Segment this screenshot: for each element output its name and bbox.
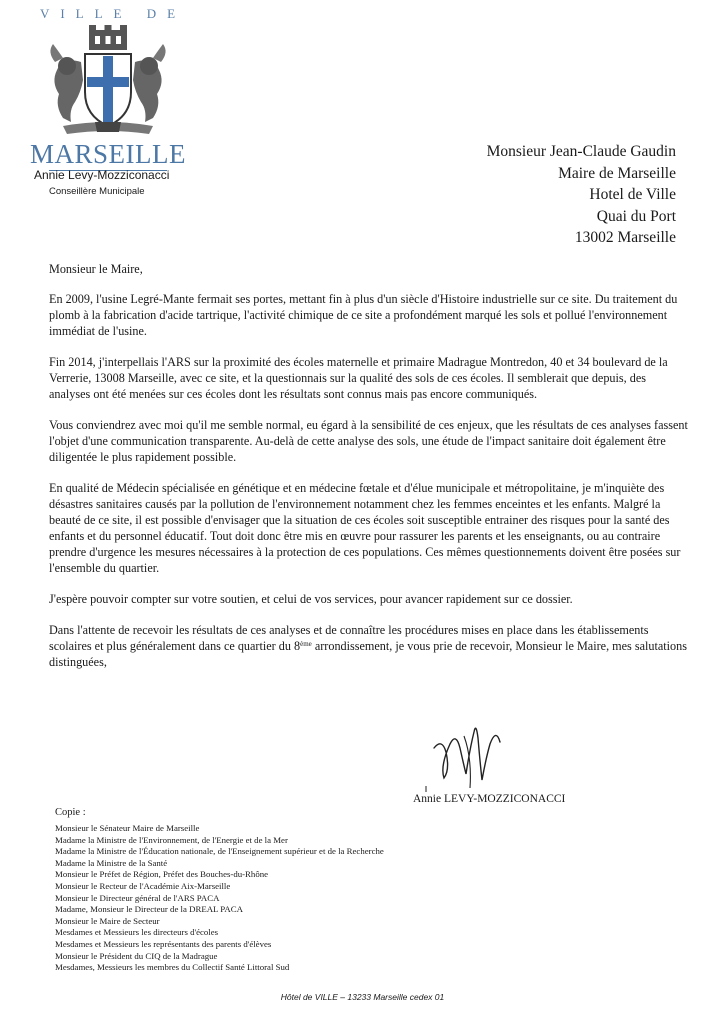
closing-text-start: Dans l'attente de recevoir les résultats de ces analyses et de connaître les procédures mises en place dans les établissements scolaires et plus généralement dans ce quartier du 8: [49, 623, 649, 653]
recipient-line: Monsieur Jean-Claude Gaudin: [486, 143, 676, 160]
coat-of-arms-icon: [33, 22, 183, 138]
city-name: MARSEILLE: [30, 139, 186, 169]
recipient-line: Hotel de Ville: [589, 186, 676, 203]
copy-recipient: Mesdames, Messieurs les membres du Collectif Santé Littoral Sud: [55, 962, 290, 973]
paragraph: Fin 2014, j'interpellais l'ARS sur la proximité des écoles maternelle et primaire Madrague Montredon, 40 et 34 boulevard de la Verrerie, 13008 Marseille, avec ce site, et la questionnais sur la qualité des sols de ces écoles. Il semblerait que depuis, des analyses ont été menées sur ces écoles dont les résultats sont connus mais pas encore communiqués.: [49, 355, 668, 401]
ordinal-suffix: ème: [300, 640, 312, 648]
copy-recipient: Monsieur le Préfet de Région, Préfet des Bouches-du-Rhône: [55, 869, 269, 880]
copy-recipient: Madame la Ministre de l'Éducation nationale, de l'Enseignement supérieur et de la Recherche: [55, 846, 384, 857]
paragraph: En qualité de Médecin spécialisée en génétique et en médecine fœtale et d'élue municipale et métropolitaine, je m'inquiète des désastres sanitaires causés par la pollution de l'environnement notamment chez les femmes enceintes et les enfants. Malgré la beauté de ce site, il est possible d'envisager que la situation de ces écoles soit susceptible entrainer des risques pour la santé des enfants et du personnel éducatif. Tout doit donc être mis en œuvre pour rassurer les parents et les enseignants, ou au contraire prendre d'urgence les mesures nécessaires à la protection de ces populations. Ces mêmes questionnements doivent être posées sur l'ensemble du quartier.: [49, 481, 681, 575]
copy-recipient: Monsieur le Directeur général de l'ARS PACA: [55, 892, 220, 903]
copy-recipient: Madame, Monsieur le Directeur de la DREAL PACA: [55, 904, 243, 915]
salutation: Monsieur le Maire,: [49, 262, 143, 276]
sender-name: Annie Levy-Mozziconacci: [34, 168, 170, 182]
paragraph: En 2009, l'usine Legré-Mante fermait ses portes, mettant fin à plus d'un siècle d'Histoire industrielle sur ce site. Du traitement du plomb à la fabrication d'acide tartrique, l'activité chimique de ce site a profondément marqué les sols et pollué l'environnement immédiat de l'usine.: [49, 292, 678, 338]
copy-recipient: Monsieur le Recteur de l'Académie Aix-Marseille: [55, 880, 231, 891]
paragraph: J'espère pouvoir compter sur votre soutien, et celui de vos services, pour avancer rapidement sur ce dossier.: [49, 592, 573, 606]
copy-recipient: Mesdames et Messieurs les directeurs d'écoles: [55, 927, 219, 938]
recipient-line: Maire de Marseille: [558, 164, 676, 182]
copy-recipient: Monsieur le Sénateur Maire de Marseille: [55, 823, 200, 833]
copy-recipient: Madame la Ministre de la Santé: [55, 857, 168, 868]
closing-paragraph: [49, 622, 689, 670]
copy-recipient: Monsieur le Maire de Secteur: [55, 915, 160, 926]
copy-recipient: Madame la Ministre de l'Environnement, de l'Energie et de la Mer: [55, 834, 288, 845]
copy-label: Copie :: [55, 807, 86, 818]
letterhead: [18, 6, 198, 171]
letter-body: [49, 291, 689, 670]
ville-de-label: VILLE DE: [39, 6, 187, 21]
recipient-line: Quai du Port: [596, 207, 676, 225]
handwritten-signature: [420, 708, 520, 792]
recipient-address: [487, 141, 676, 249]
copy-recipient: Monsieur le Président du CIQ de la Madrague: [55, 950, 218, 961]
footer-address: Hôtel de VILLE – 13233 Marseille cedex 01: [280, 992, 445, 1002]
sender-role: Conseillère Municipale: [49, 186, 145, 197]
recipient-line: 13002 Marseille: [574, 229, 676, 246]
closing-text-end: arrondissement, je vous prie de recevoir, Monsieur le Maire, mes salutations distinguées,: [49, 639, 687, 669]
copy-recipient: Mesdames et Messieurs les représentants des parents d'élèves: [55, 938, 272, 949]
signatory-name: Annie LEVY-MOZZICONACCI: [413, 793, 566, 805]
paragraph: Vous conviendrez avec moi qu'il me semble normal, eu égard à la sensibilité de ces enjeux, que les résultats de ces analyses fassent l'objet d'une communication transparente. Au-delà de cette analyse des sols, une étude de l'impact sanitaire doit également être diligentée le plus rapidement possible.: [49, 418, 688, 464]
copy-recipient-list: [55, 823, 384, 974]
